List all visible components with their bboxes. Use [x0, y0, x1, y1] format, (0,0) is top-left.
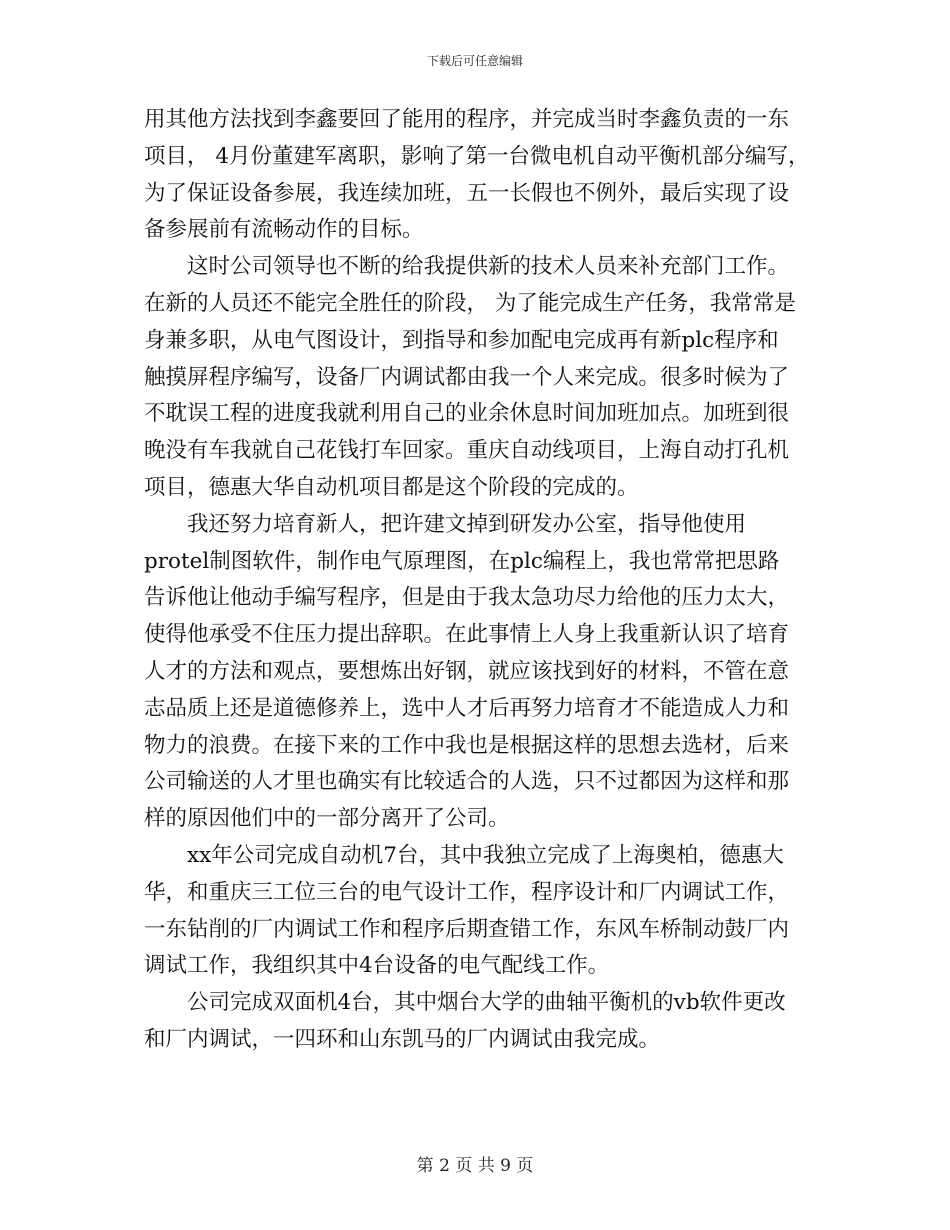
text-line: 一东钻削的厂内调试工作和程序后期查错工作，东风车桥制动鼓厂内	[144, 916, 790, 942]
text-line: 项目， 4月份董建军离职，影响了第一台微电机自动平衡机部分编写，	[144, 143, 810, 169]
text-line: 为了保证设备参展，我连续加班，五一长假也不例外，最后实现了设	[144, 180, 790, 206]
text-line: 使得他承受不住压力提出辞职。在此事情上人身上我重新认识了培育	[144, 622, 790, 648]
text-line: 公司完成双面机4台，其中烟台大学的曲轴平衡机的vb软件更改	[187, 990, 786, 1016]
document-body	[144, 102, 812, 1059]
text-line: 这时公司领导也不断的给我提供新的技术人员来补充部门工作。	[187, 254, 790, 280]
text-line: 备参展前有流畅动作的目标。	[144, 217, 424, 243]
page-footer: 第 2 页 共 9 页	[416, 1156, 534, 1176]
text-line: 样的原因他们中的一部分离开了公司。	[144, 806, 510, 832]
text-line: 公司输送的人才里也确实有比较适合的人选，只不过都因为这样和那	[144, 769, 790, 795]
text-line: 晚没有车我就自己花钱打车回家。重庆自动线项目，上海自动打孔机	[144, 438, 790, 464]
text-line: 告诉他让他动手编写程序，但是由于我太急功尽力给他的压力太大，	[144, 585, 790, 611]
text-line: 用其他方法找到李鑫要回了能用的程序，并完成当时李鑫负责的一东	[144, 107, 790, 132]
text-line: 身兼多职，从电气图设计，到指导和参加配电完成再有新plc程序和	[144, 327, 779, 353]
text-line: 项目，德惠大华自动机项目都是这个阶段的完成的。	[144, 474, 639, 500]
page-header: 下载后可任意编辑	[426, 54, 523, 68]
text-line: 志品质上还是道德修养上，选中人才后再努力培育才不能造成人力和	[144, 695, 790, 721]
text-line: 在新的人员还不能完全胜任的阶段， 为了能完成生产任务，我常常是	[144, 290, 796, 316]
text-line: 华，和重庆三工位三台的电气设计工作，程序设计和厂内调试工作，	[144, 879, 790, 905]
text-line: 调试工作，我组织其中4台设备的电气配线工作。	[144, 953, 610, 979]
text-line: 和厂内调试，一四环和山东凯马的厂内调试由我完成。	[144, 1026, 661, 1052]
text-line: 物力的浪费。在接下来的工作中我也是根据这样的思想去选材，后来	[144, 732, 790, 758]
text-line: 触摸屏程序编写，设备厂内调试都由我一个人来完成。很多时候为了	[144, 364, 790, 390]
text-line: 人才的方法和观点，要想炼出好钢，就应该找到好的材料，不管在意	[144, 658, 790, 684]
text-line: 我还努力培育新人，把许建文掉到研发办公室，指导他使用	[187, 511, 747, 537]
text-line: xx年公司完成自动机7台，其中我独立完成了上海奥柏，德惠大	[187, 842, 784, 868]
text-line: 不耽误工程的进度我就利用自己的业余休息时间加班加点。加班到很	[144, 401, 790, 427]
text-line: protel制图软件，制作电气原理图，在plc编程上，我也常常把思路	[144, 548, 780, 574]
